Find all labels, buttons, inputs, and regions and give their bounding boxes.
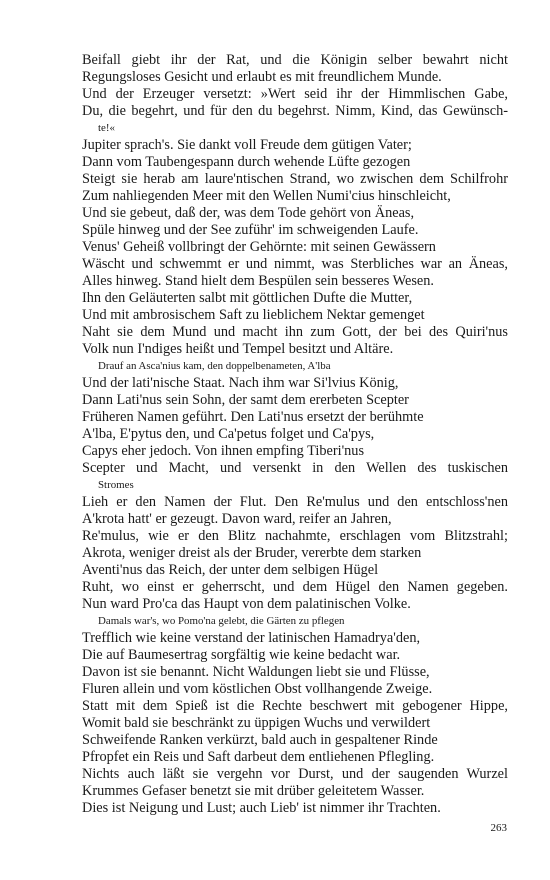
verse-line: Spüle hinweg und der See zuführ' im schweigenden Laufe.: [82, 222, 419, 238]
verse-line: Womit bald sie beschränkt zu üppigen Wuchs und verwildert: [82, 715, 431, 731]
verse-line: Zum nahliegenden Meer mit den Wellen Numi'cius hinschleicht,: [82, 188, 451, 204]
verse-line: Jupiter sprach's. Sie dankt voll Freude dem gütigen Vater;: [82, 137, 412, 153]
verse-line: Statt mit dem Spieß ist die Rechte beschwert mit gebogener Hippe,: [82, 698, 508, 714]
verse-line: Trefflich wie keine verstand der latinischen Hamadrya'den,: [82, 630, 421, 646]
verse-line: Davon ist sie benannt. Nicht Waldungen liebt sie und Flüsse,: [82, 664, 430, 680]
verse-line: Regungsloses Gesicht und erlaubt es mit freundlichem Munde.: [82, 69, 442, 85]
verse-line: Dann vom Taubengespann durch wehende Lüfte gezogen: [82, 154, 411, 170]
verse-line: Nun ward Pro'ca das Haupt von dem palatinischen Volke.: [82, 596, 411, 612]
verse-line: Aventi'nus das Reich, der unter dem selbigen Hügel: [82, 562, 379, 578]
verse-line: A'krota hatt' er gezeugt. Davon ward, reifer an Jahren,: [82, 511, 392, 527]
verse-line: Stromes: [98, 479, 134, 491]
verse-text-block: [82, 52, 508, 817]
verse-line: Und mit ambrosischem Saft zu lieblichem Nektar gemenget: [82, 307, 425, 323]
verse-line: Pfropfet ein Reis und Saft darbeut dem entliehenen Pflegling.: [82, 749, 435, 765]
page-number: 263: [490, 822, 507, 834]
verse-line: A'lba, E'pytus den, und Ca'petus folget und Ca'pys,: [82, 426, 375, 442]
verse-line: Früheren Namen geführt. Den Lati'nus ersetzt der berühmte: [82, 409, 424, 425]
verse-line: Re'mulus, wie er den Blitz nachahmte, erschlagen vom Blitzstrahl;: [82, 528, 508, 544]
verse-line: Alles hinweg. Stand hielt dem Bespülen sein besseres Wesen.: [82, 273, 434, 289]
verse-line: Lieh er den Namen der Flut. Den Re'mulus und den entschloss'nen: [82, 494, 508, 510]
verse-line: Und sie gebeut, daß der, was dem Tode gehört von Äneas,: [82, 205, 415, 221]
verse-line: Dies ist Neigung und Lust; auch Lieb' ist nimmer ihr Trachten.: [82, 800, 441, 816]
verse-line: te!«: [98, 122, 115, 134]
verse-line: Scepter und Macht, und versenkt in den Wellen des tuskischen: [82, 460, 508, 476]
verse-line: Fluren allein und vom köstlichen Obst vollhangende Zweige.: [82, 681, 433, 697]
verse-line: Capys eher jedoch. Von ihnen empfing Tiberi'nus: [82, 443, 365, 459]
verse-line: Nichts auch läßt sie vergehn vor Durst, und der saugenden Wurzel: [82, 766, 508, 782]
verse-line: Und der Erzeuger versetzt: »Wert seid ihr der Himmlischen Gabe,: [82, 86, 508, 102]
verse-line: Dann Lati'nus sein Sohn, der samt dem ererbeten Scepter: [82, 392, 409, 408]
verse-line: Du, die begehrt, und für den du begehrst. Nimm, Kind, das Gewünsch-: [82, 103, 508, 119]
verse-line: Die auf Baumesertrag sorgfältig wie keine bedacht war.: [82, 647, 401, 663]
verse-line: Ihn den Geläuterten salbt mit göttlichen Dufte die Mutter,: [82, 290, 413, 306]
verse-line: Damals war's, wo Pomo'na gelebt, die Gärten zu pflegen: [98, 615, 345, 627]
verse-line: Naht sie dem Mund und macht ihn zum Gott, der bei des Quiri'nus: [82, 324, 508, 340]
verse-line: Akrota, weniger dreist als der Bruder, vererbte dem starken: [82, 545, 422, 561]
verse-line: Steigt sie herab am laure'ntischen Strand, wo zwischen dem Schilfrohr: [82, 171, 508, 187]
verse-line: Drauf an Asca'nius kam, den doppelbenameten, A'lba: [98, 360, 331, 372]
verse-line: Schweifende Ranken verkürzt, bald auch in gespaltener Rinde: [82, 732, 438, 748]
verse-line: Beifall giebt ihr der Rat, und die Königin selber bewahrt nicht: [82, 52, 508, 68]
verse-line: Volk nun I'ndiges heißt und Tempel besitzt und Altäre.: [82, 341, 394, 357]
verse-line: Wäscht und schwemmt er und nimmt, was Sterbliches war an Äneas,: [82, 256, 508, 272]
verse-line: Venus' Geheiß vollbringt der Gehörnte: mit seinen Gewässern: [82, 239, 436, 255]
verse-line: Ruht, wo einst er geherrscht, und dem Hügel den Namen gegeben.: [82, 579, 508, 595]
verse-line: Und der lati'nische Staat. Nach ihm war Si'lvius König,: [82, 375, 399, 391]
verse-line: Krummes Gefaser benetzt sie mit drüber geleitetem Wasser.: [82, 783, 425, 799]
